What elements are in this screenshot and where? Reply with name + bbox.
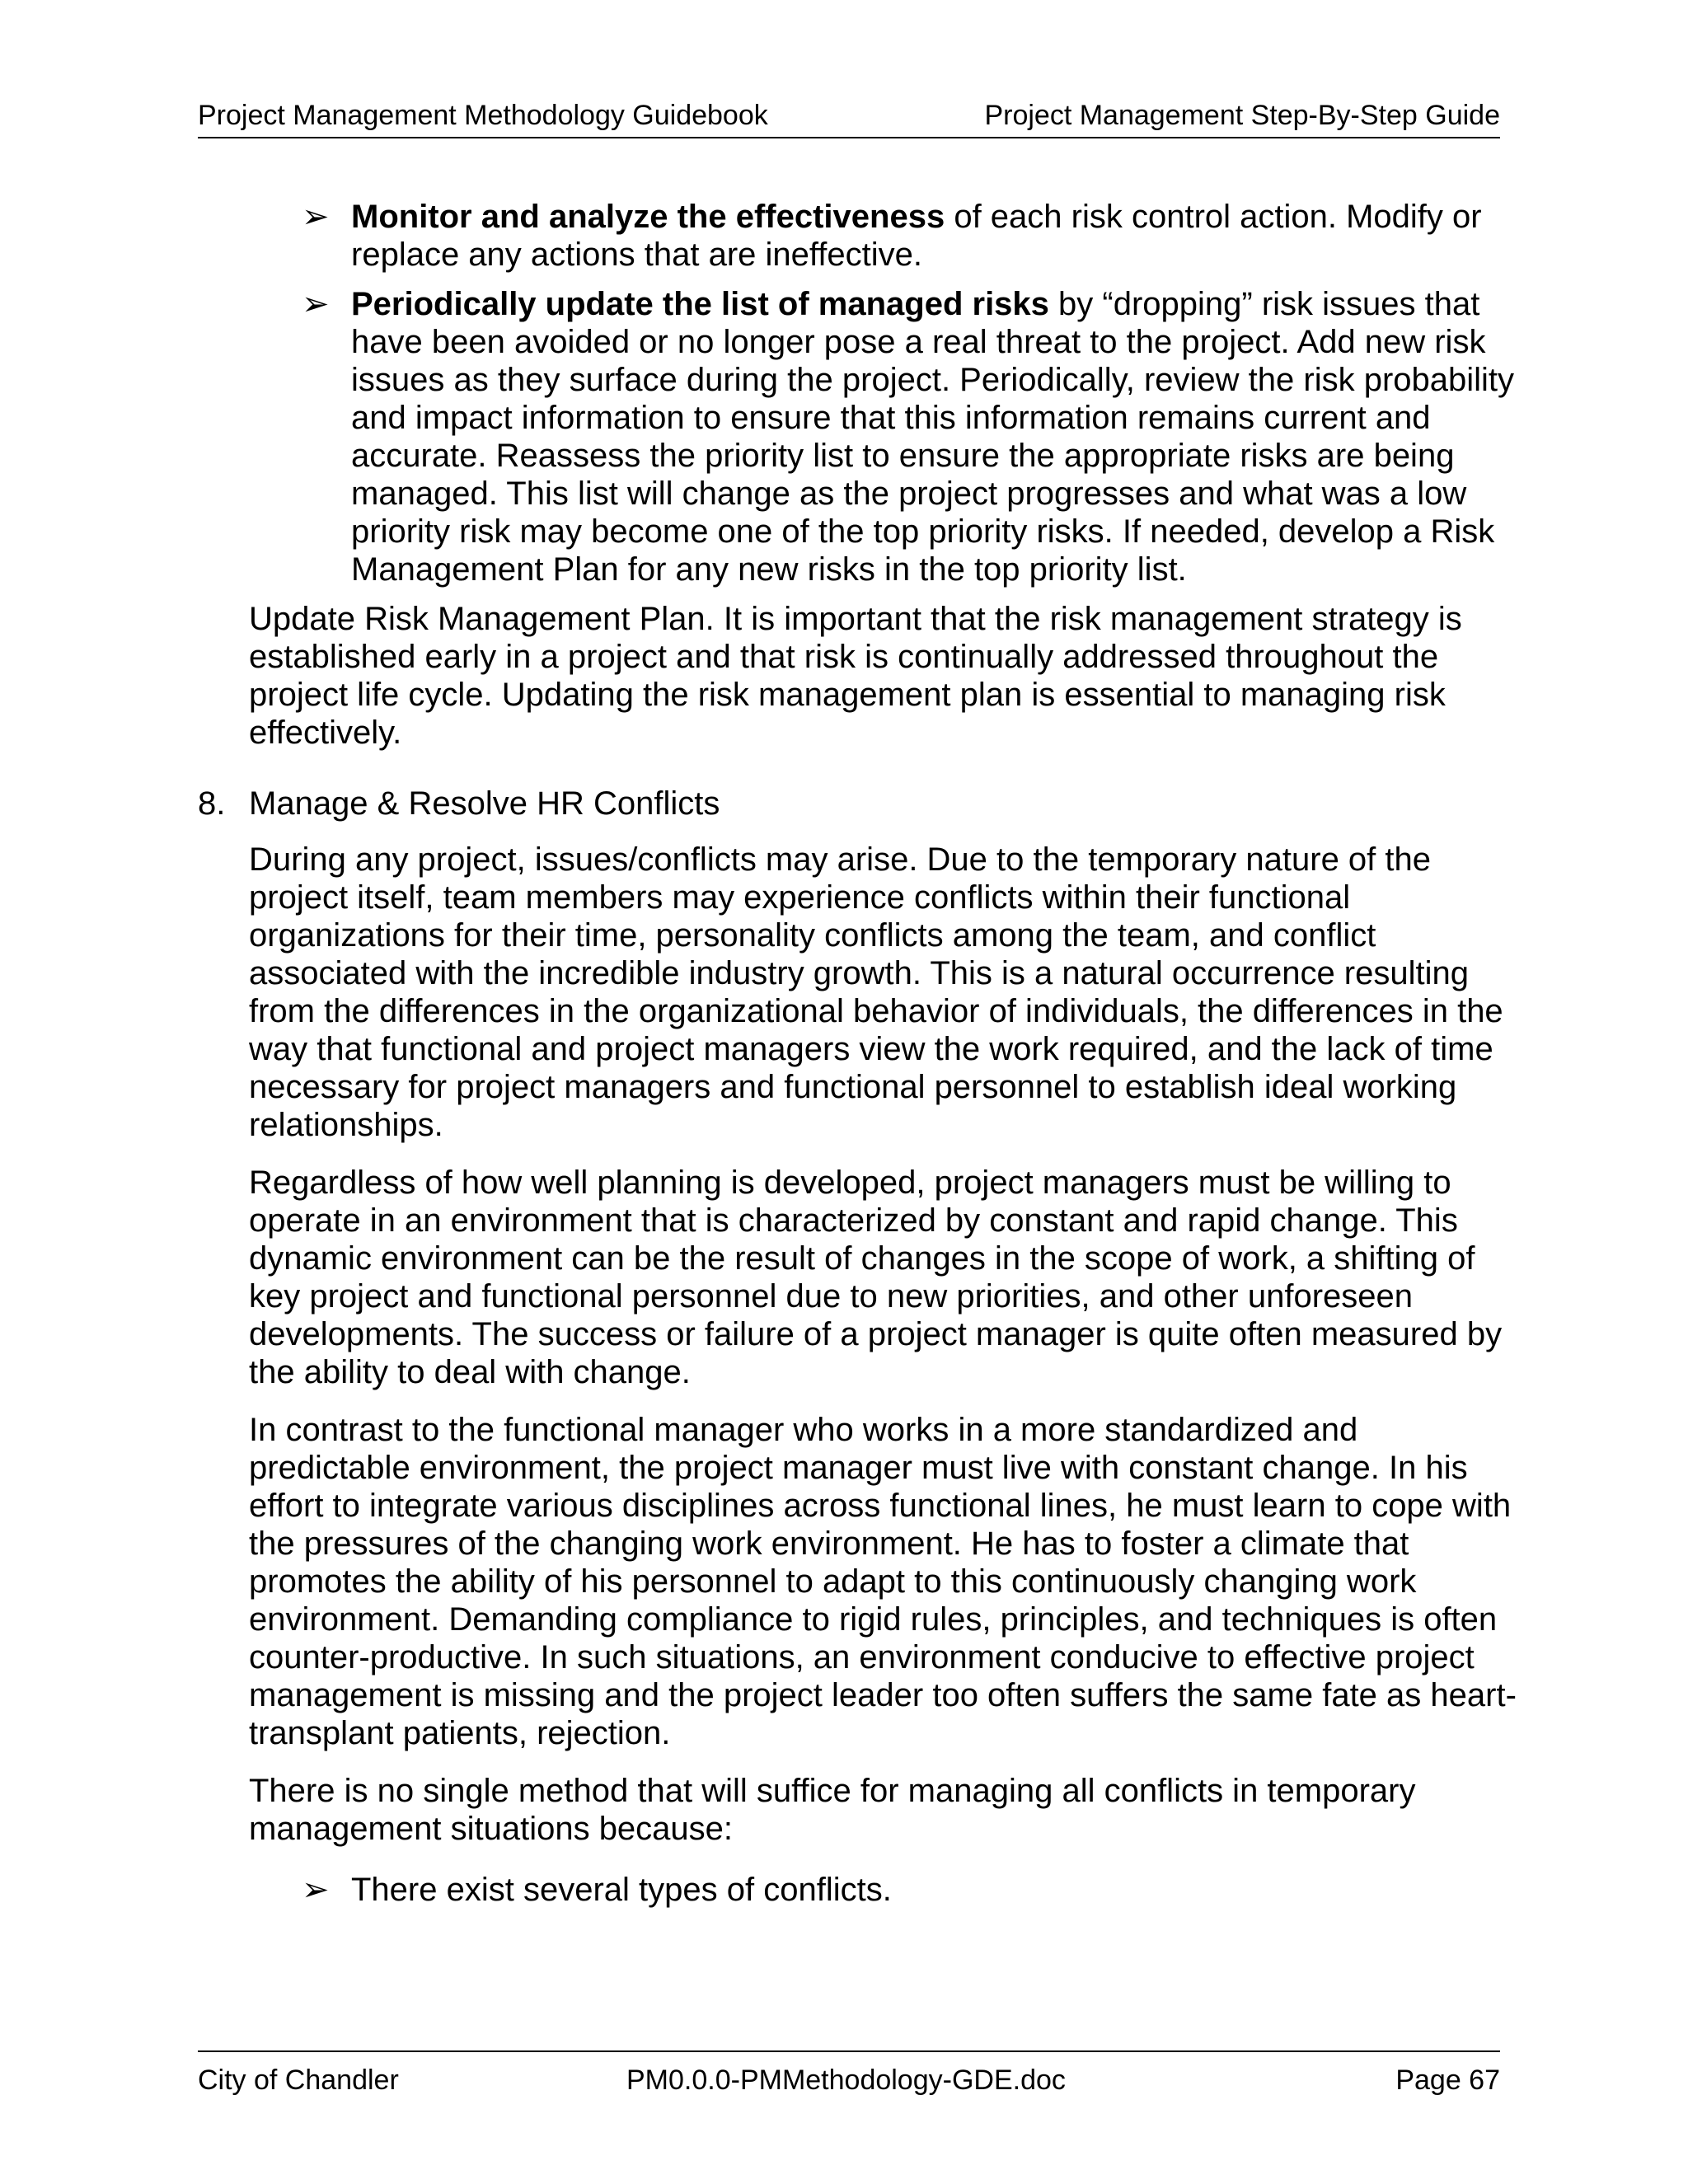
header-right-title: Project Management Step-By-Step Guide <box>984 100 1500 131</box>
page-body <box>198 198 1517 1909</box>
body-paragraph: In contrast to the functional manager who works in a more standardized and predictable environment, the project manager must live with constant change. In his effort to integrate various disciplines across functional lines, he must learn to cope with the pressures of the changing work environment. He has to foster a climate that promotes the ability of his personnel to adapt to this continuously changing work environment. Demanding compliance to rigid rules, principles, and techniques is often counter-productive. In such situations, an environment conducive to effective project management is missing and the project leader too often suffers the same fate as heart-transplant patients, rejection. <box>249 1412 1517 1751</box>
section-heading <box>198 785 1517 823</box>
arrow-bullet-icon: ➢ <box>302 286 330 322</box>
footer-page-number: Page 67 <box>1395 2064 1500 2096</box>
bullet-text <box>351 198 1554 274</box>
update-risk-paragraph: Update Risk Management Plan. It is important that the risk management strategy is established early in a project and that risk is continually addressed throughout the project life cycle. Updating the risk management plan is essential to managing risk effectively. <box>249 601 1462 751</box>
bullet-item <box>249 285 1571 588</box>
bullet-text <box>351 285 1554 588</box>
bullet-body: of each risk control action. Modify or replace any actions that are ineffective. <box>351 199 1482 273</box>
bullet-text: There exist several types of conflicts. <box>351 1872 892 1908</box>
arrow-bullet-icon: ➢ <box>302 199 330 235</box>
bullet-lead-bold: Periodically update the list of managed risks <box>351 286 1049 322</box>
running-header <box>198 96 1500 138</box>
footer-organization: City of Chandler <box>198 2064 399 2096</box>
section-number: 8. <box>198 785 226 822</box>
arrow-bullet-icon: ➢ <box>302 1872 330 1908</box>
bullet-lead-bold: Monitor and analyze the effectiveness <box>351 199 945 235</box>
bullet-body: by “dropping” risk issues that have been avoided or no longer pose a real threat to the project. Add new risk issues as they surface during the project. Periodically, review the risk probability and impact information to ensure that this information remains current and accurate. Reassess the priority list to ensure the appropriate risks are being managed. This list will change as the project progresses and what was a low priority risk may become one of the top priority risks. If needed, develop a Risk Management Plan for any new risks in the top priority list. <box>351 286 1515 588</box>
section-title: Manage & Resolve HR Conflicts <box>249 785 720 822</box>
body-paragraph: Regardless of how well planning is developed, project managers must be willing to operate in an environment that is characterized by constant and rapid change. This dynamic environment can be the result of changes in the scope of work, a shifting of key project and functional personnel due to new priorities, and other unforeseen developments. The success or failure of a project manager is quite often measured by the ability to deal with change. <box>249 1165 1503 1390</box>
bullet-item <box>249 1871 1571 1909</box>
bullet-item <box>249 198 1571 274</box>
body-paragraph: There is no single method that will suffice for managing all conflicts in temporary management situations because: <box>249 1773 1416 1847</box>
running-footer <box>198 2050 1500 2098</box>
header-left-title: Project Management Methodology Guidebook <box>198 100 768 131</box>
body-paragraph: During any project, issues/conflicts may arise. Due to the temporary nature of the project itself, team members may experience conflicts within their functional organizations for their time, personality conflicts among the team, and conflict associated with the incredible industry growth. This is a natural occurrence resulting from the differences in the organizational behavior of individuals, the differences in the way that functional and project managers view the work required, and the lack of time necessary for project managers and functional personnel to establish ideal working relationships. <box>249 841 1503 1143</box>
footer-filename: PM0.0.0-PMMethodology-GDE.doc <box>626 2064 1066 2096</box>
